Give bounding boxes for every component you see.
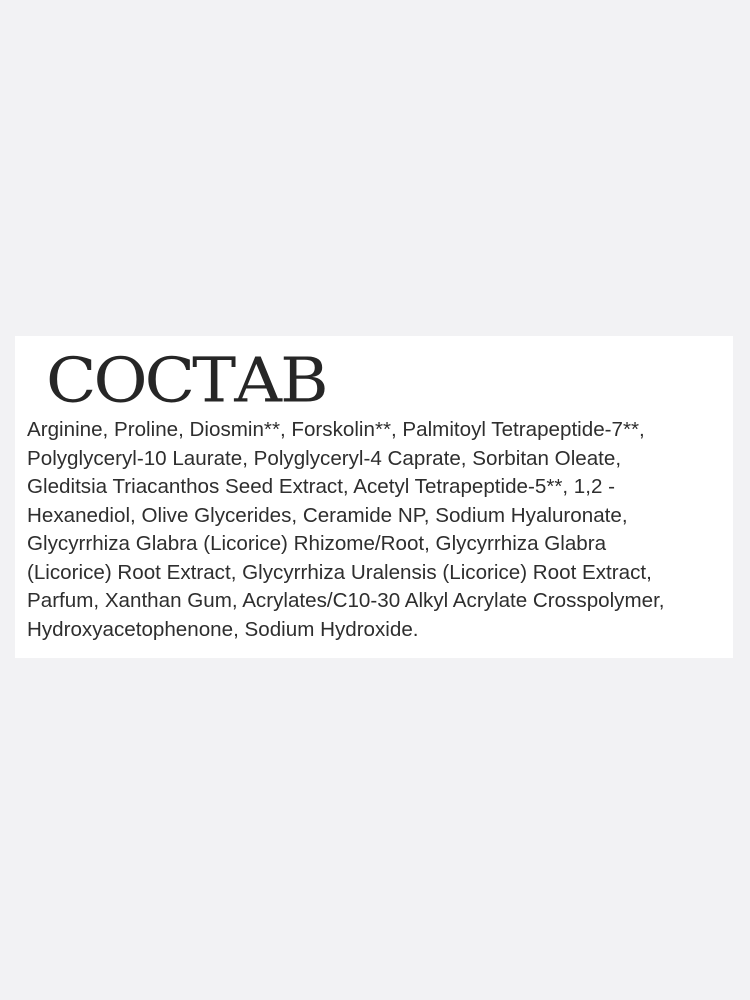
ingredients-line: Glycyrrhiza Glabra (Licorice) Rhizome/Root, Glycyrrhiza Glabra (27, 532, 607, 555)
composition-heading: СОСТАВ (46, 344, 326, 417)
ingredients-line: Arginine, Proline, Diosmin**, Forskolin**, Palmitoyl Tetrapeptide-7**, (27, 418, 645, 441)
ingredients-line: Hydroxyacetophenone, Sodium Hydroxide. (27, 617, 419, 641)
ingredients-line: Gleditsia Triacanthos Seed Extract, Acetyl Tetrapeptide-5**, 1,2 - (27, 475, 615, 498)
ingredients-line: Parfum, Xanthan Gum, Acrylates/C10-30 Alkyl Acrylate Crosspolymer, (27, 589, 665, 612)
ingredients-line: Polyglyceryl-10 Laurate, Polyglyceryl-4 Caprate, Sorbitan Oleate, (27, 446, 622, 470)
composition-card (15, 336, 733, 658)
ingredients-line: (Licorice) Root Extract, Glycyrrhiza Uralensis (Licorice) Root Extract, (27, 560, 652, 584)
ingredients-line: Hexanediol, Olive Glycerides, Ceramide NP, Sodium Hyaluronate, (27, 503, 628, 527)
ingredients-list (27, 416, 727, 644)
